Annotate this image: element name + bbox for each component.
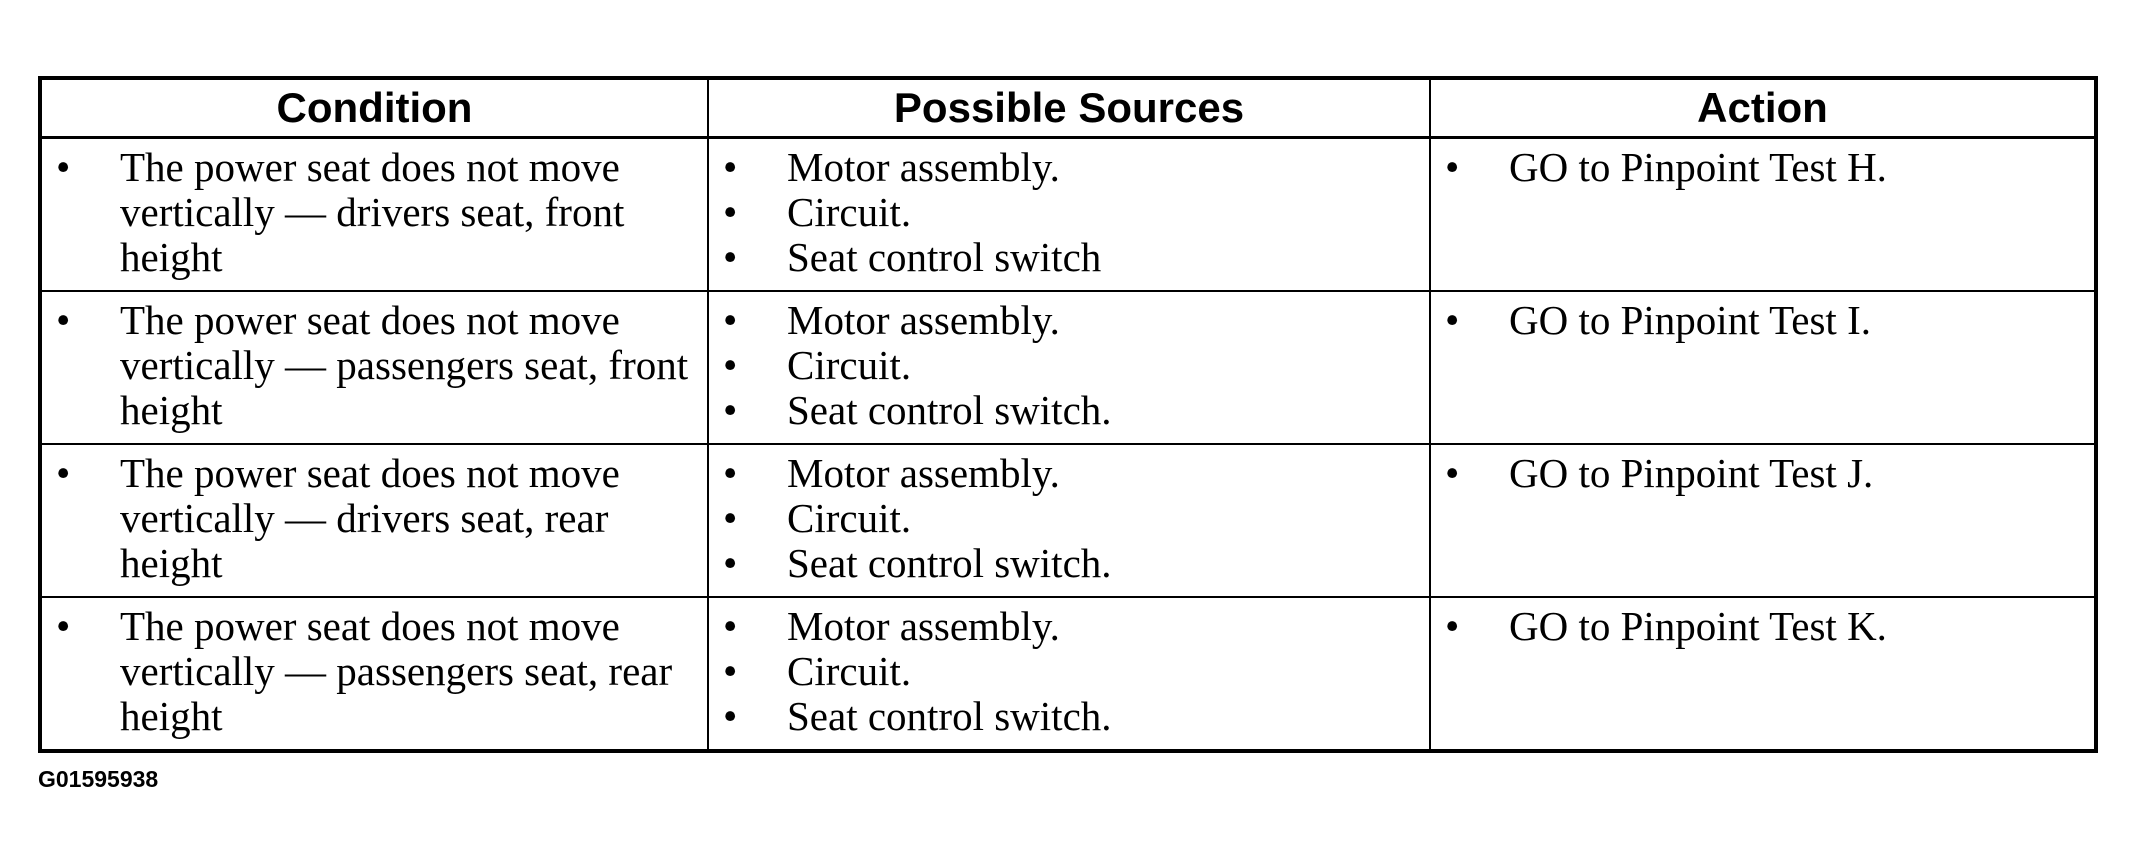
condition-text: The power seat does not move vertically — drivers seat, rear height xyxy=(120,450,620,586)
bullet-icon: • xyxy=(723,144,738,190)
list-item xyxy=(709,541,1429,586)
header-possible-sources: Possible Sources xyxy=(708,78,1430,138)
list-item xyxy=(709,451,1429,496)
source-text: Seat control switch xyxy=(787,234,1102,280)
condition-cell xyxy=(40,291,708,444)
bullet-icon: • xyxy=(56,603,71,649)
bullet-icon: • xyxy=(56,450,71,496)
list-item xyxy=(709,649,1429,694)
list-item xyxy=(42,145,707,280)
action-text: GO to Pinpoint Test J. xyxy=(1509,450,1874,496)
table-row xyxy=(40,444,2096,597)
sources-cell xyxy=(708,138,1430,292)
figure-id: G01595938 xyxy=(38,766,159,792)
list-item xyxy=(1431,298,2094,343)
source-text: Motor assembly. xyxy=(787,450,1060,496)
list-item xyxy=(709,298,1429,343)
bullet-icon: • xyxy=(1445,603,1460,649)
list-item xyxy=(709,190,1429,235)
list-item xyxy=(42,298,707,433)
source-text: Motor assembly. xyxy=(787,144,1060,190)
action-cell xyxy=(1430,597,2096,751)
list-item xyxy=(709,343,1429,388)
list-item xyxy=(1431,604,2094,649)
bullet-icon: • xyxy=(723,540,738,586)
source-text: Seat control switch. xyxy=(787,540,1112,586)
sources-cell xyxy=(708,597,1430,751)
list-item xyxy=(42,604,707,739)
list-item xyxy=(709,145,1429,190)
condition-text: The power seat does not move vertically — drivers seat, front height xyxy=(120,144,625,280)
list-item xyxy=(1431,451,2094,496)
bullet-icon: • xyxy=(56,144,71,190)
list-item xyxy=(42,451,707,586)
list-item xyxy=(709,694,1429,739)
table-row xyxy=(40,597,2096,751)
bullet-icon: • xyxy=(723,234,738,280)
list-item xyxy=(709,604,1429,649)
condition-text: The power seat does not move vertically — passengers seat, front height xyxy=(120,297,689,433)
source-text: Circuit. xyxy=(787,648,912,694)
condition-cell xyxy=(40,444,708,597)
source-text: Circuit. xyxy=(787,189,912,235)
list-item xyxy=(709,496,1429,541)
header-condition: Condition xyxy=(40,78,708,138)
sources-cell xyxy=(708,444,1430,597)
bullet-icon: • xyxy=(723,342,738,388)
header-row xyxy=(40,78,2096,138)
bullet-icon: • xyxy=(723,603,738,649)
bullet-icon: • xyxy=(723,297,738,343)
action-text: GO to Pinpoint Test K. xyxy=(1509,603,1887,649)
bullet-icon: • xyxy=(1445,450,1460,496)
bullet-icon: • xyxy=(723,387,738,433)
action-cell xyxy=(1430,138,2096,292)
list-item xyxy=(1431,145,2094,190)
condition-text: The power seat does not move vertically — passengers seat, rear height xyxy=(120,603,673,739)
action-cell xyxy=(1430,444,2096,597)
bullet-icon: • xyxy=(723,450,738,496)
bullet-icon: • xyxy=(723,648,738,694)
bullet-icon: • xyxy=(723,189,738,235)
bullet-icon: • xyxy=(1445,144,1460,190)
bullet-icon: • xyxy=(1445,297,1460,343)
source-text: Motor assembly. xyxy=(787,603,1060,649)
source-text: Seat control switch. xyxy=(787,693,1112,739)
source-text: Motor assembly. xyxy=(787,297,1060,343)
source-text: Seat control switch. xyxy=(787,387,1112,433)
list-item xyxy=(709,235,1429,280)
table-row xyxy=(40,138,2096,292)
header-action: Action xyxy=(1430,78,2096,138)
bullet-icon: • xyxy=(56,297,71,343)
action-cell xyxy=(1430,291,2096,444)
action-text: GO to Pinpoint Test I. xyxy=(1509,297,1871,343)
table-row xyxy=(40,291,2096,444)
condition-cell xyxy=(40,597,708,751)
bullet-icon: • xyxy=(723,495,738,541)
bullet-icon: • xyxy=(723,693,738,739)
condition-cell xyxy=(40,138,708,292)
diagnosis-table xyxy=(38,76,2098,753)
sources-cell xyxy=(708,291,1430,444)
source-text: Circuit. xyxy=(787,342,912,388)
list-item xyxy=(709,388,1429,433)
action-text: GO to Pinpoint Test H. xyxy=(1509,144,1887,190)
source-text: Circuit. xyxy=(787,495,912,541)
